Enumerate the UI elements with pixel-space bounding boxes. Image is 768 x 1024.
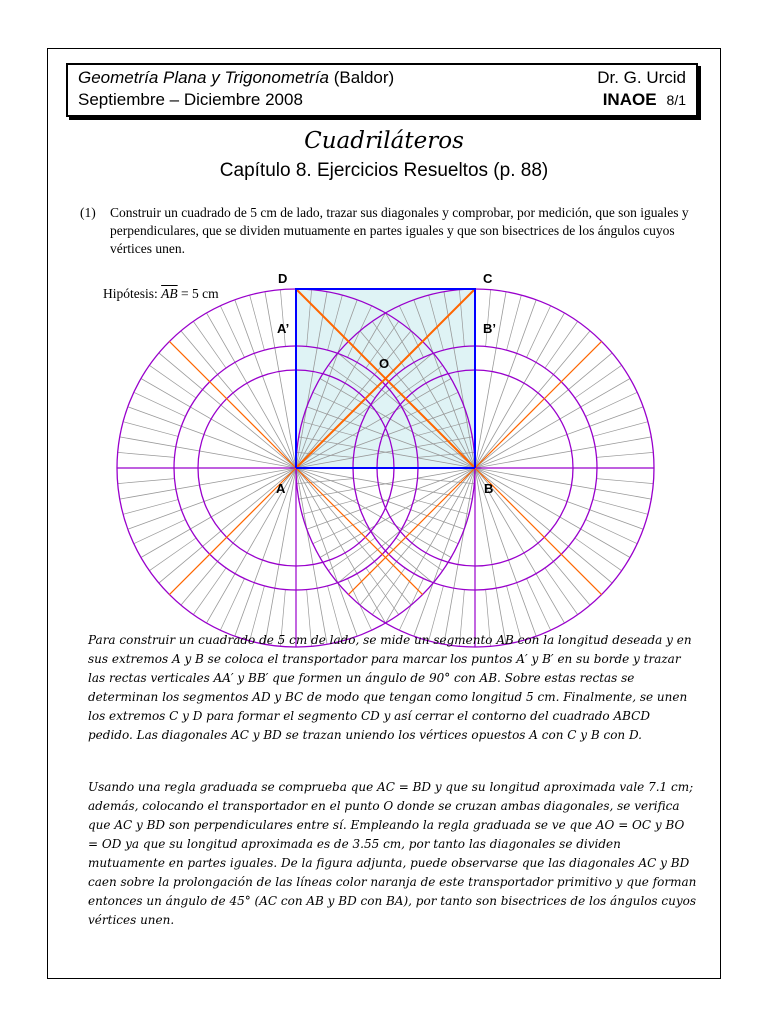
protractor-minor-tick	[486, 290, 491, 347]
protractor-minor-tick	[545, 321, 578, 368]
protractor-minor-tick	[575, 365, 622, 398]
protractor-minor-tick	[123, 422, 178, 437]
author: Dr. G. Urcid	[597, 68, 686, 87]
term: Septiembre – Diciembre 2008	[78, 90, 303, 109]
protractor-minor-tick	[597, 452, 654, 457]
problem-number: (1)	[80, 205, 96, 220]
protractor-minor-tick	[545, 568, 578, 615]
main-title: Cuadriláteros	[304, 128, 464, 154]
protractor-minor-tick	[593, 422, 648, 437]
label-b: B	[484, 481, 494, 496]
protractor-minor-tick	[250, 295, 265, 350]
protractor-minor-tick	[220, 579, 244, 631]
protractor-minor-tick	[220, 306, 244, 358]
protractor-minor-tick	[280, 290, 285, 347]
course-title-suffix: (Baldor)	[329, 68, 395, 87]
subtitle: Capítulo 8. Ejercicios Resueltos (p. 88)	[219, 160, 549, 181]
protractor-minor-tick	[593, 500, 648, 515]
protractor-minor-tick	[149, 365, 196, 398]
label-a-prime: A’	[277, 321, 290, 336]
protractor-minor-tick	[134, 392, 186, 416]
center-point-o	[384, 377, 387, 380]
hypothesis-label: Hipótesis:	[103, 286, 158, 301]
hypothesis-value: = 5 cm	[177, 286, 219, 301]
protractor-minor-tick	[597, 479, 654, 484]
protractor-minor-tick	[123, 500, 178, 515]
protractor-minor-tick	[575, 538, 622, 571]
protractor-minor-tick	[586, 392, 638, 416]
verification-paragraph: Usando una regla graduada se comprueba que AC = BD y que su longitud aproximada vale 7.1 cm; además, colocando el transportador en el punto O donde se cruzan ambas diagonales, se verifica que AC y BD son perpendiculares entre sí. Empleando la regla graduada se ve que AO = OC y BO = OD ya que su longitud aproximada es de 3.55 cm, por tanto las diagonales se dividen mutuamente en partes iguales. De la figura adjunta, puede observarse que las diagonales AC y BD caen sobre la prolongación de las líneas color naranja de este transportador primitivo y que forman entonces un ángulo de 45° (AC con AB y BD con BA), por tanto son bisectrices de los ángulos cuyos vértices unen.	[88, 780, 697, 927]
label-d: D	[278, 271, 288, 286]
protractor-minor-tick	[527, 306, 551, 358]
label-o: O	[379, 356, 390, 371]
protractor-minor-tick	[118, 452, 175, 457]
institution: INAOE	[602, 90, 657, 109]
protractor-minor-tick	[586, 520, 638, 544]
label-c: C	[483, 271, 493, 286]
protractor-minor-tick	[149, 538, 196, 571]
label-a: A	[276, 481, 286, 496]
protractor-minor-tick	[193, 321, 226, 368]
course-title-italic: Geometría Plana y Trigonometría	[78, 68, 330, 87]
protractor-minor-tick	[134, 520, 186, 544]
protractor-minor-tick	[372, 568, 405, 615]
protractor-minor-tick	[507, 295, 522, 350]
protractor-minor-tick	[527, 579, 551, 631]
protractor-minor-tick	[193, 568, 226, 615]
protractor-minor-tick	[366, 568, 399, 615]
page-number: 8/1	[666, 92, 686, 108]
construction-paragraph: Para construir un cuadrado de 5 cm de lado, se mide un segmento AB con la longitud deseada y en sus extremos A y B se coloca el transportador para marcar los puntos A′ y B′ en su borde y trazar las rectas verticales AA′ y BB′ que formen un ángulo de 90° con AB. Sobre estas rectas se determinan los segmentos AD y BC de modo que tengan como longitud 5 cm. Finalmente, se unen los extremos C y D para formar el segmento CD y así cerrar el contorno del cuadrado ABCD pedido. Las diagonales AC y BD se trazan uniendo los vértices opuestos A con C y B con D.	[88, 633, 692, 742]
hypothesis-segment: $\overline{AB}$	[161, 286, 178, 301]
label-b-prime: B’	[483, 321, 496, 336]
protractor-minor-tick	[118, 479, 175, 484]
problem-text: Construir un cuadrado de 5 cm de lado, trazar sus diagonales y comprobar, por medición, que son iguales y perpendiculares, que se dividen mutuamente en partes iguales y que son bisectrices de los ángulos cuyos vértices unen.	[110, 205, 689, 256]
